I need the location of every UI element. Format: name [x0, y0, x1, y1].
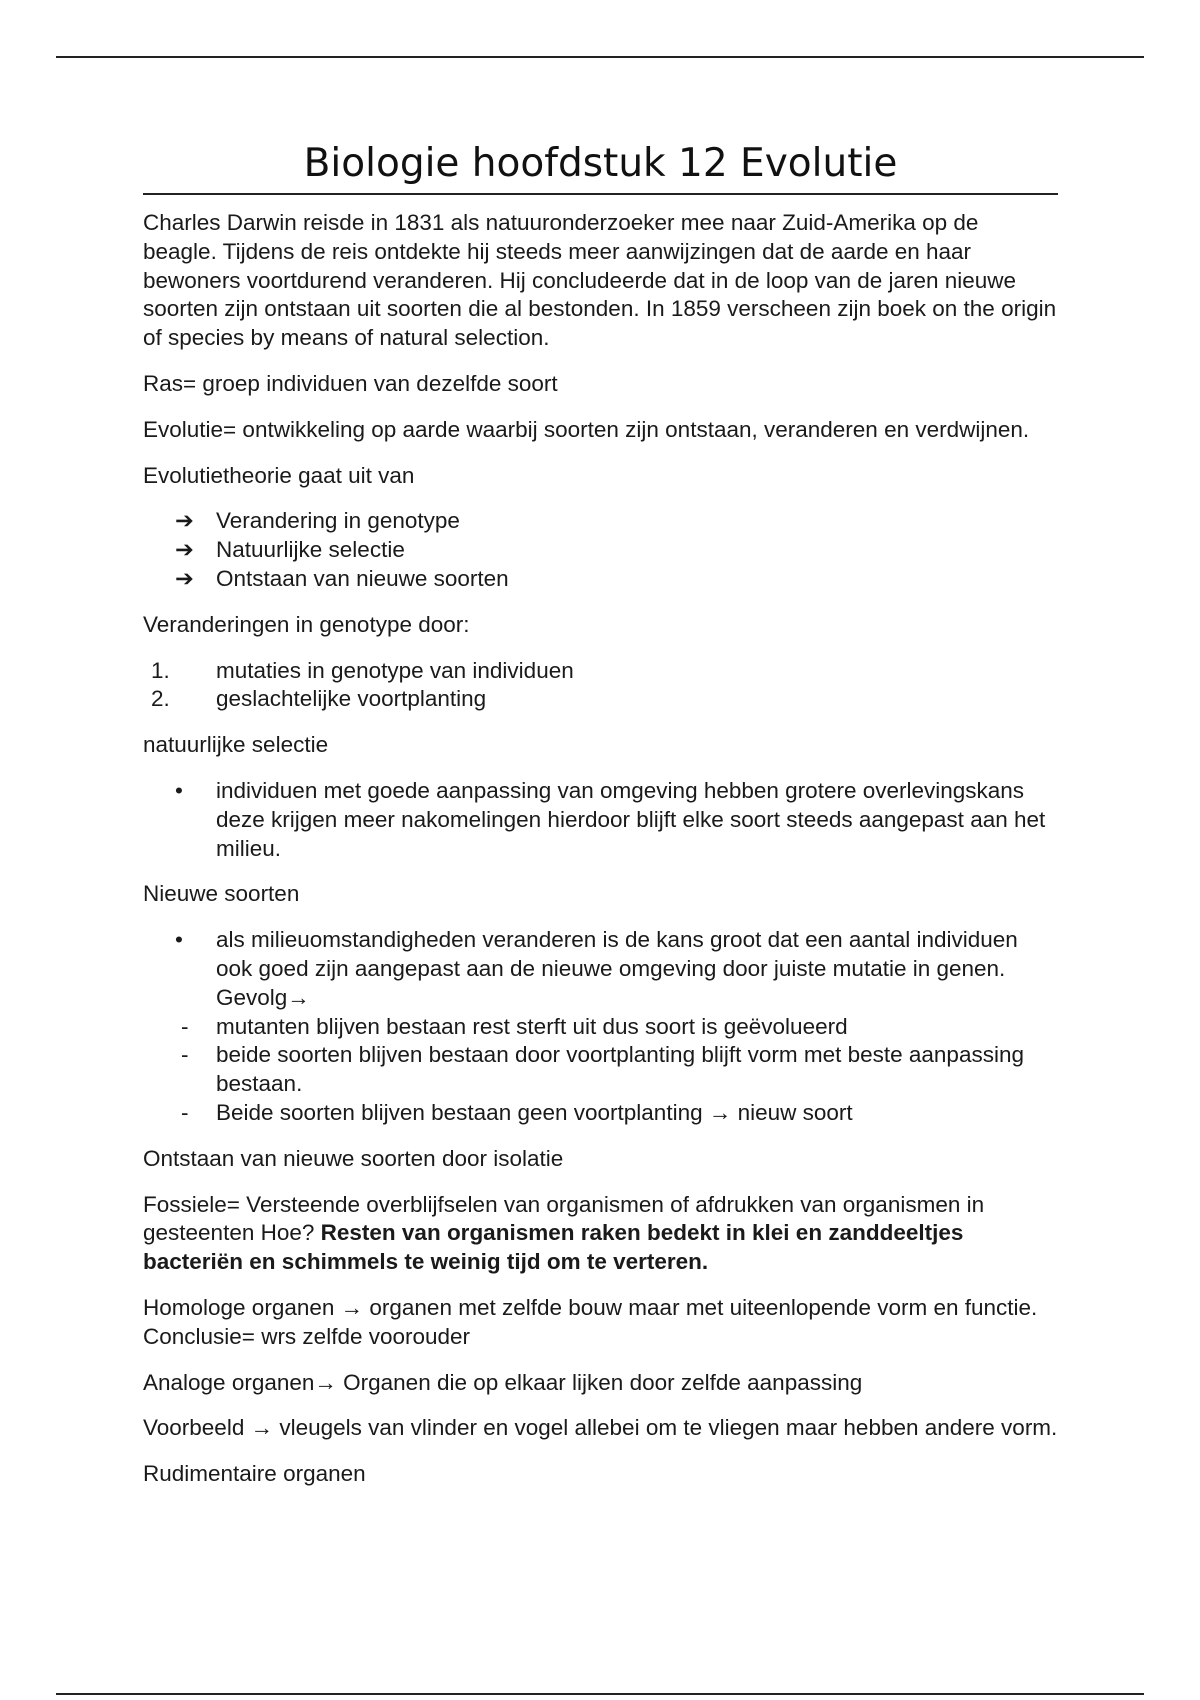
bullet-icon: • [175, 927, 183, 953]
list-item [143, 1041, 1058, 1099]
list-item [143, 1013, 1058, 1042]
list-item [143, 685, 1058, 714]
theory-list [143, 507, 1058, 593]
list-item [143, 565, 1058, 594]
theory-heading: Evolutietheorie gaat uit van [143, 462, 415, 488]
list-item-text: als milieuomstandigheden veranderen is de kans groot dat een aantal individuen ook goed zijn aangepast aan de nieuwe omgeving door juiste mutatie in genen. Gevolg→ [216, 927, 1018, 1010]
dash-icon: - [181, 1042, 189, 1068]
isolation-paragraph: Ontstaan van nieuwe soorten door isolatie [143, 1145, 564, 1171]
page-title: Biologie hoofdstuk 12 Evolutie [143, 138, 1058, 195]
fossil-explanation: Resten van organismen raken bedekt in klei en zanddeeltjes bacteriën en schimmels te weinig tijd om te verteren. [143, 1220, 964, 1275]
example-paragraph: Voorbeeld → vleugels van vlinder en vogel allebei om te vliegen maar hebben andere vorm. [143, 1415, 1058, 1441]
new-species-heading: Nieuwe soorten [143, 881, 300, 907]
list-item [143, 1099, 1058, 1128]
selection-list [143, 777, 1058, 863]
arrow-icon: ➔ [175, 537, 194, 563]
list-item [143, 536, 1058, 565]
intro-paragraph: Charles Darwin reisde in 1831 als natuuronderzoeker mee naar Zuid-Amerika op de beagle. Tijdens de reis ontdekte hij steeds meer aanwijzingen dat de aarde en haar bewoners voortdurend veranderen. Hij concludeerde dat in de loop van de jaren nieuwe soorten zijn ontstaan uit soorten die al bestonden. In 1859 verscheen zijn boek on the origin of species by means of natural selection. [143, 210, 1057, 351]
list-item [143, 507, 1058, 536]
list-item [143, 777, 1058, 863]
header-rule [56, 56, 1144, 58]
document-body [143, 138, 1058, 1489]
definition-ras: Ras= groep individuen van dezelfde soort [143, 370, 558, 396]
list-item-text: Verandering in genotype [216, 508, 460, 534]
dash-icon: - [181, 1013, 189, 1039]
list-item-text: Natuurlijke selectie [216, 537, 405, 563]
list-item-text: mutaties in genotype van individuen [216, 657, 574, 683]
new-species-list [143, 926, 1058, 1128]
fossil-paragraph [143, 1191, 1058, 1277]
list-item-text: mutanten blijven bestaan rest sterft uit dus soort is geëvolueerd [216, 1013, 848, 1039]
list-item-text: beide soorten blijven bestaan door voortplanting blijft vorm met beste aanpassing bestaan. [216, 1042, 1024, 1097]
list-item-text: geslachtelijke voortplanting [216, 686, 487, 712]
list-item [143, 926, 1058, 1012]
homologous-paragraph: Homologe organen → organen met zelfde bouw maar met uiteenlopende vorm en functie. Conclusie= wrs zelfde voorouder [143, 1294, 1038, 1349]
bullet-icon: • [175, 777, 183, 803]
list-item [143, 657, 1058, 686]
footer-rule [56, 1693, 1144, 1695]
list-item-text: individuen met goede aanpassing van omgeving hebben grotere overlevingskans deze krijgen meer nakomelingen hierdoor blijft elke soort steeds aangepast aan het milieu. [216, 777, 1046, 861]
analogous-paragraph: Analoge organen→ Organen die op elkaar lijken door zelfde aanpassing [143, 1369, 863, 1395]
definition-evolutie: Evolutie= ontwikkeling op aarde waarbij soorten zijn ontstaan, veranderen en verdwijnen. [143, 416, 1030, 442]
genotype-heading: Veranderingen in genotype door: [143, 611, 470, 637]
list-item-text: Beide soorten blijven bestaan geen voortplanting → nieuw soort [216, 1099, 853, 1125]
list-number: 1. [151, 657, 170, 683]
rudimentary-paragraph: Rudimentaire organen [143, 1461, 366, 1487]
selection-heading: natuurlijke selectie [143, 732, 329, 758]
arrow-icon: ➔ [175, 565, 194, 591]
genotype-list [143, 657, 1058, 715]
list-number: 2. [151, 686, 170, 712]
dash-icon: - [181, 1099, 189, 1125]
list-item-text: Ontstaan van nieuwe soorten [216, 565, 509, 591]
arrow-icon: ➔ [175, 508, 194, 534]
fossil-definition: Fossiele= Versteende overblijfselen van organismen of afdrukken van organismen in gesteenten Hoe? [143, 1191, 985, 1246]
